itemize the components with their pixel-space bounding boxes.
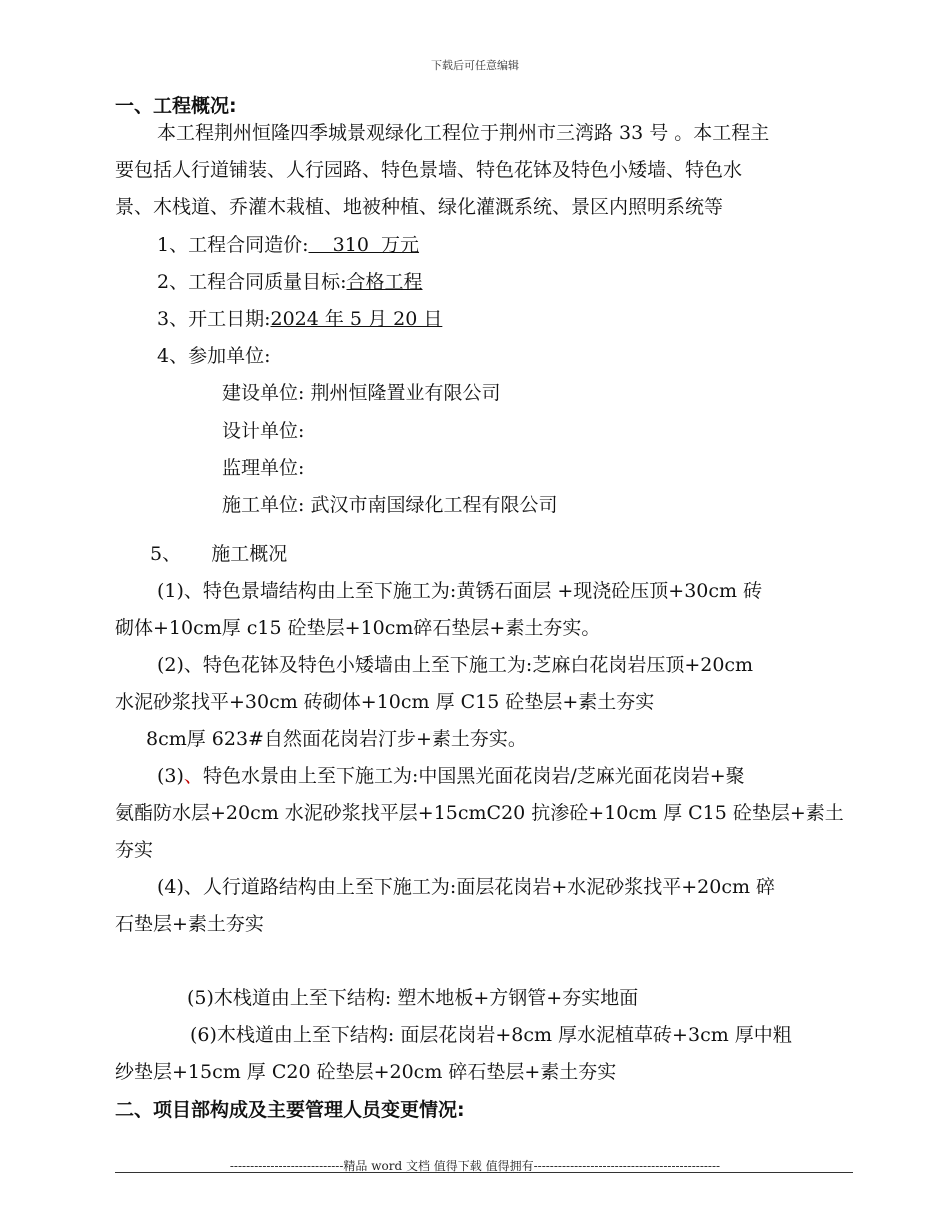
item-6-line-1: (6)木栈道由上至下结构: 面层花岗岩+8cm 厚水泥植草砖+3cm 厚中粗	[190, 1024, 792, 1046]
section-2-title: 二、项目部构成及主要管理人员变更情况:	[115, 1099, 465, 1121]
start-date	[157, 306, 442, 332]
item-5-line-1: (5)木栈道由上至下结构: 塑木地板+方钢管+夯实地面	[187, 987, 639, 1009]
quality-target	[157, 269, 423, 295]
item-3-red-mark: 、	[183, 765, 203, 787]
item-1-line-1: (1)、特色景墙结构由上至下施工为:黄锈石面层 +现浇砼压顶+30cm 砖	[157, 580, 763, 602]
contract-price-label: 1、工程合同造价:	[157, 234, 309, 256]
item-6-line-2: 纱垫层+15cm 厚 C20 砼垫层+20cm 碎石垫层+素土夯实	[115, 1061, 617, 1083]
item-4-line-1: (4)、人行道路结构由上至下施工为:面层花岗岩+水泥砂浆找平+20cm 碎	[157, 876, 776, 898]
item-3-line-1	[157, 763, 745, 789]
item-3-number: (3)	[157, 765, 184, 787]
unit-designer: 设计单位:	[222, 420, 305, 442]
start-label: 3、开工日期:	[157, 308, 271, 330]
section-1-title: 一、工程概况:	[115, 95, 237, 117]
units-label: 4、参加单位:	[157, 345, 271, 367]
item-3-line-2: 氨酯防水层+20cm 水泥砂浆找平层+15cmC20 抗渗砼+10cm 厚 C15 砼垫层+素土	[115, 802, 844, 824]
intro-line-1: 本工程荆州恒隆四季城景观绿化工程位于荆州市三湾路 33 号 。本工程主	[157, 122, 770, 144]
item-2-line-2: 水泥砂浆找平+30cm 砖砌体+10cm 厚 C15 砼垫层+素土夯实	[115, 691, 655, 713]
unit-builder: 建设单位: 荆州恒隆置业有限公司	[222, 382, 501, 404]
intro-line-2: 要包括人行道铺装、人行园路、特色景墙、特色花钵及特色小矮墙、特色水	[115, 159, 743, 181]
contract-price	[157, 232, 419, 258]
unit-supervisor: 监理单位:	[222, 457, 305, 479]
overview-label: 5、 施工概况	[150, 543, 288, 565]
item-1-line-2: 砌体+10cm厚 c15 砼垫层+10cm碎石垫层+素土夯实。	[115, 617, 601, 639]
quality-value: 合格工程	[346, 271, 423, 293]
item-2-line-3: 8cm厚 623#自然面花岗岩汀步+素土夯实。	[146, 728, 527, 750]
page-header: 下载后可任意编辑	[431, 59, 519, 72]
item-4-line-2: 石垫层+素土夯实	[115, 913, 264, 935]
start-value: 2024 年 5 月 20 日	[270, 308, 443, 330]
intro-line-3: 景、木栈道、乔灌木栽植、地被种植、绿化灌溉系统、景区内照明系统等	[115, 196, 724, 218]
page-footer: ----------------------------精品 word 文档 值得下载 值得拥有----------------------------------------------	[229, 1159, 721, 1173]
footer-rule	[115, 1172, 853, 1173]
item-3-text: 特色水景由上至下施工为:中国黑光面花岗岩/芝麻光面花岗岩+聚	[202, 765, 745, 787]
contract-price-value: 310 万元	[308, 234, 420, 256]
quality-label: 2、工程合同质量目标:	[157, 271, 347, 293]
item-2-line-1: (2)、特色花钵及特色小矮墙由上至下施工为:芝麻白花岗岩压顶+20cm	[157, 654, 754, 676]
unit-contractor: 施工单位: 武汉市南国绿化工程有限公司	[222, 494, 558, 516]
item-3-line-3: 夯实	[115, 839, 154, 861]
